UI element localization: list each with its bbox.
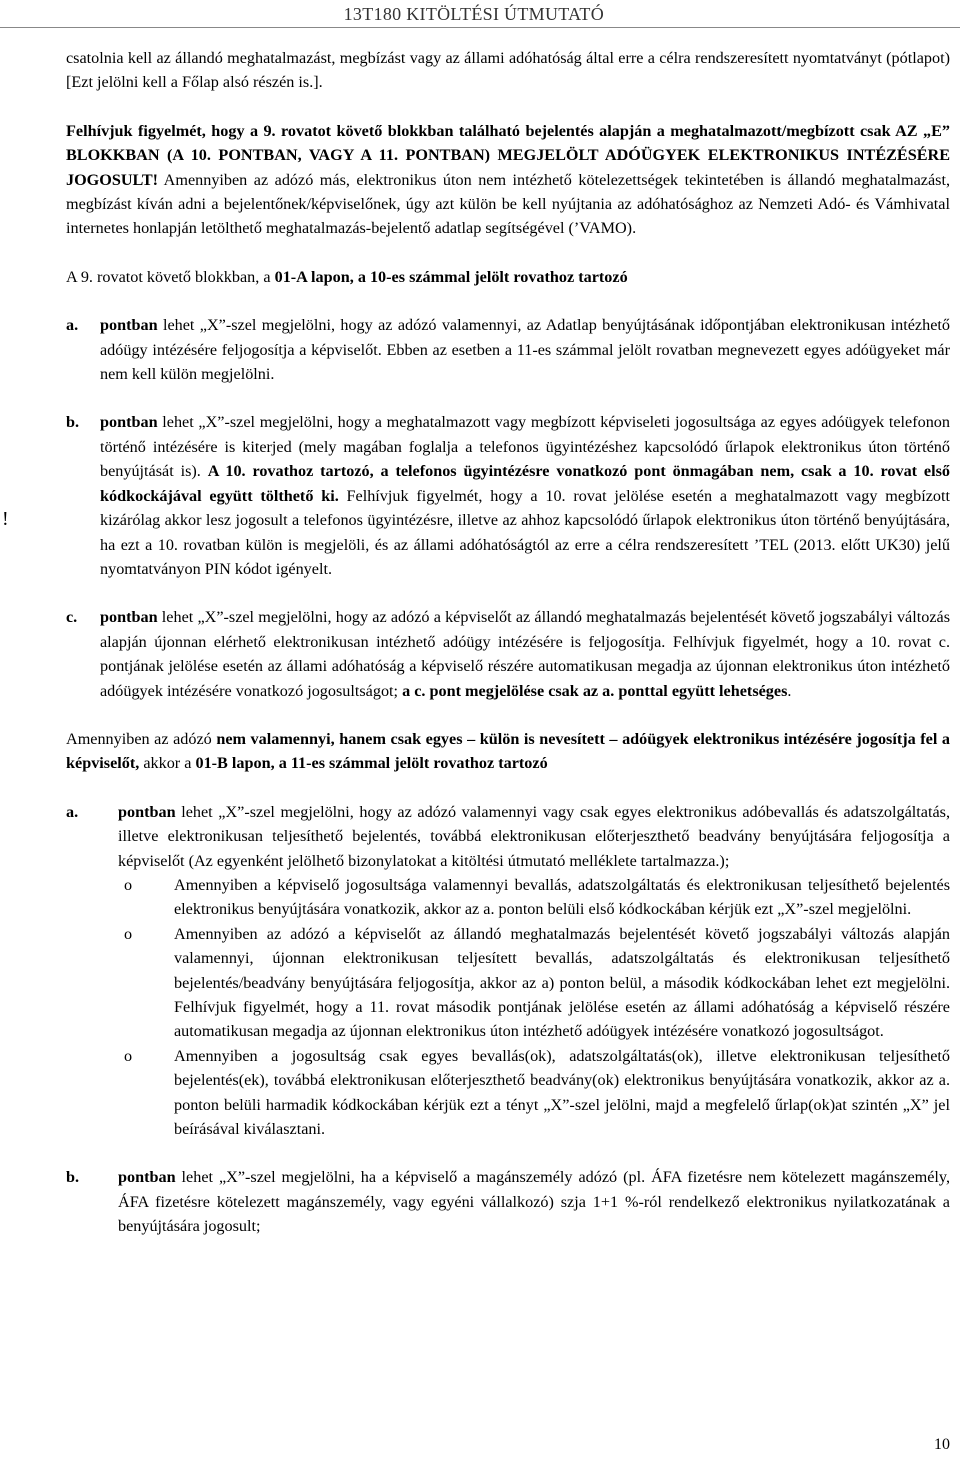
list-item-text: lehet „X”-szel megjelölni, ha a képviselő a magánszemély adózó (pl. ÁFA fizetésre nem kötelezett magánszemély, ÁFA fizetésre kötelezett magánszemély, vagy egyéni vállalkozó) szja 1+1 %-ról rendelkező elektronikus nyilatkozatának a benyújtására jogosult; xyxy=(118,1168,950,1236)
page-number: 10 xyxy=(934,1436,950,1453)
paragraph-attachment: csatolnia kell az állandó meghatalmazást, megbízást vagy az állami adóhatóság által erre a célra rendszeresített nyomtatványt (pótlapot) [Ezt jelölni kell a Főlap alsó részén is.]. xyxy=(66,49,950,92)
notice-text: Amennyiben az adózó más, elektronikus úton nem intézhető kötelezettségek tekintetében is állandó meghatalmazást, megbízást kíván adni a bejelentőnek/képviselőnek, úgy azt külön be kell nyújtania az adóhatósághoz az Nemzeti Adó- és Vámhivatal internetes honlapján letölthető meghatalmazás-bejelentő adatlap segítségével (’VAMO). xyxy=(66,170,950,238)
document-body xyxy=(66,46,950,1239)
list-item-bold-text: a c. pont megjelölése csak az a. ponttal együtt lehetséges xyxy=(402,681,788,700)
bullet-text: Amennyiben az adózó a képviselőt az állandó meghatalmazás bejelentését követő jogszabályi változás alapján valamennyi, újonnan elektronikusan teljesített bevallás, adatszolgáltatás és elektronikusan teljesíthető bejelentés/beadvány benyújtására feljogosítja, akkor az a) ponton belül, a második kódkockában lehet ezt megjelölni. Felhívjuk figyelmét, hogy a 11. rovat második pontjának jelölése esetén az állami adóhatóság a képviselő részére automatikusan megadja az újonnan elektronikus úton intézhető adóügyek intézésére vonatkozó jogosultságot. xyxy=(174,924,950,1041)
pontban-label: pontban xyxy=(118,802,176,821)
list-item-text: lehet „X”-szel megjelölni, hogy a meghatalmazott vagy megbízott képviseleti jogosultsága az egyes adóügyek telefonon történő intézésére is kiterjed (mely magában foglalja a telefonos ügyintézéshez kapcsolódó űrlapok elektronikus úton történő benyújtását is). xyxy=(100,413,950,481)
bullet-item xyxy=(124,873,950,922)
list-item-11b xyxy=(66,1165,950,1238)
paragraph-section-10 xyxy=(66,265,950,289)
list-label: b. xyxy=(66,1168,80,1187)
list-item-text: lehet „X”-szel megjelölni, hogy az adózó a képviselőt az állandó meghatalmazás bejelentését követő jogszabályi változás alapján újonnan elérhető elektronikusan intézhető adóügy intézésére is feljogosítja. Felhívjuk figyelmét, hogy a 10. rovat c. pontjának jelölése esetén az állami adóhatóság a képviselő részére automatikusan megadja az újonnan elektronikus úton intézhető adóügyek intézésére vonatkozó jogosultságot; xyxy=(100,608,950,700)
document-header: 13T180 KITÖLTÉSI ÚTMUTATÓ xyxy=(343,4,604,24)
paragraph-notice xyxy=(66,119,950,241)
bullet-marker: o xyxy=(124,1046,133,1065)
pontban-label: pontban xyxy=(100,413,158,432)
list-item-11a xyxy=(66,800,950,873)
list-item-text: lehet „X”-szel megjelölni, hogy az adózó valamennyi, az Adatlap benyújtásának időpontjában elektronikusan intézhető adóügy intézésére feljogosítja a képviselőt. Ebben az esetben a 11-es számmal jelölt rovatban megnevezett egyes adóügyeket már nem kell külön megjelölni. xyxy=(100,316,950,384)
section-11-bold-2: 01-B lapon, a 11-es számmal jelölt rovathoz tartozó xyxy=(195,754,548,773)
list-item-bold-text: A 10. rovathoz tartozó, a telefonos ügyintézésre vonatkozó pont önmagában nem, csak a 10. rovat első kódkockájával együtt tölthető ki. xyxy=(100,462,950,505)
notice-bold-text: Felhívjuk figyelmét, hogy a 9. rovatot követő blokkban található bejelentés alapján a meghatalmazott/megbízott csak AZ „E” BLOKKBAN (A 10. PONTBAN, VAGY A 11. PONTBAN) MEGJELÖLT ADÓÜGYEK ELEKTRONIKUS INTÉZÉSÉRE JOGOSULT! xyxy=(66,121,950,189)
list-item-10a xyxy=(66,313,950,386)
bullet-marker: o xyxy=(124,924,133,943)
list-label: a. xyxy=(66,316,79,335)
list-item-10c xyxy=(66,605,950,703)
list-item-10b xyxy=(66,410,950,581)
header-divider xyxy=(0,27,960,28)
bullet-marker: o xyxy=(124,875,133,894)
pontban-label: pontban xyxy=(100,316,158,335)
section-11-mid: akkor a xyxy=(139,754,196,773)
bullet-item xyxy=(124,1044,950,1142)
pontban-label: pontban xyxy=(100,608,158,627)
list-item-text-cont: Felhívjuk figyelmét, hogy a 10. rovat jelölése esetén a meghatalmazott vagy megbízott kizárólag akkor lesz jogosult a telefonos ügyintézésre, illetve az ahhoz kapcsolódó űrlapok elektronikus úton történő benyújtására, ha ezt a 10. rovatban külön is megjelöli, és az állami adóhatóságtól az erre a célra rendszeresített ’TEL (2013. előtt UK30) jelű nyomtatványon PIN kódot igényelt. xyxy=(100,486,950,578)
paragraph-section-11 xyxy=(66,727,950,776)
list-label: c. xyxy=(66,608,78,627)
section-10-bold: 01-A lapon, a 10-es számmal jelölt rovathoz tartozó xyxy=(274,267,628,286)
section-11-intro: Amennyiben az adózó xyxy=(66,729,217,748)
section-11-bold: nem valamennyi, hanem csak egyes – külön is nevesített – adóügyek elektronikus intézésére jogosítja fel a képviselőt, xyxy=(66,729,950,773)
section-10-intro: A 9. rovatot követő blokkban, a xyxy=(66,267,275,286)
list-item-period: . xyxy=(787,681,792,700)
bullet-item xyxy=(124,922,950,1044)
list-item-text: lehet „X”-szel megjelölni, hogy az adózó valamennyi vagy csak egyes elektronikus adóbevallás és adatszolgáltatás, illetve elektronikusan teljesíthető bejelentés, továbbá elektronikusan előterjeszthető beadvány benyújtására feljogosítja a képviselőt (Az egyenként jelölhető bizonylatokat a kitöltési útmutató melléklete tartalmazza.); xyxy=(118,802,950,870)
bullet-list xyxy=(124,873,950,1141)
bullet-text: Amennyiben a jogosultság csak egyes bevallás(ok), adatszolgáltatás(ok), illetve elektronikusan teljesíthető bejelentés(ek), továbbá elektronikusan előterjeszthető beadvány(ok) elektronikus benyújtására vonatkozik, akkor az a. ponton belüli harmadik kódkockában kérjük ezt a tényt „X”-szel jelölni, majd a megfelelő űrlap(ok)at szintén „X” jel beírásával kiválasztani. xyxy=(174,1046,950,1139)
pontban-label: pontban xyxy=(118,1168,176,1187)
margin-exclamation-mark: ! xyxy=(2,508,9,530)
list-label: a. xyxy=(66,802,79,821)
bullet-text: Amennyiben a képviselő jogosultsága valamennyi bevallás, adatszolgáltatás és elektronikusan teljesíthető bejelentés elektronikus benyújtására vonatkozik, akkor az a. ponton belüli első kódkockában kérjük ezt „X”-szel megjelölni. xyxy=(174,875,950,919)
list-label: b. xyxy=(66,413,80,432)
